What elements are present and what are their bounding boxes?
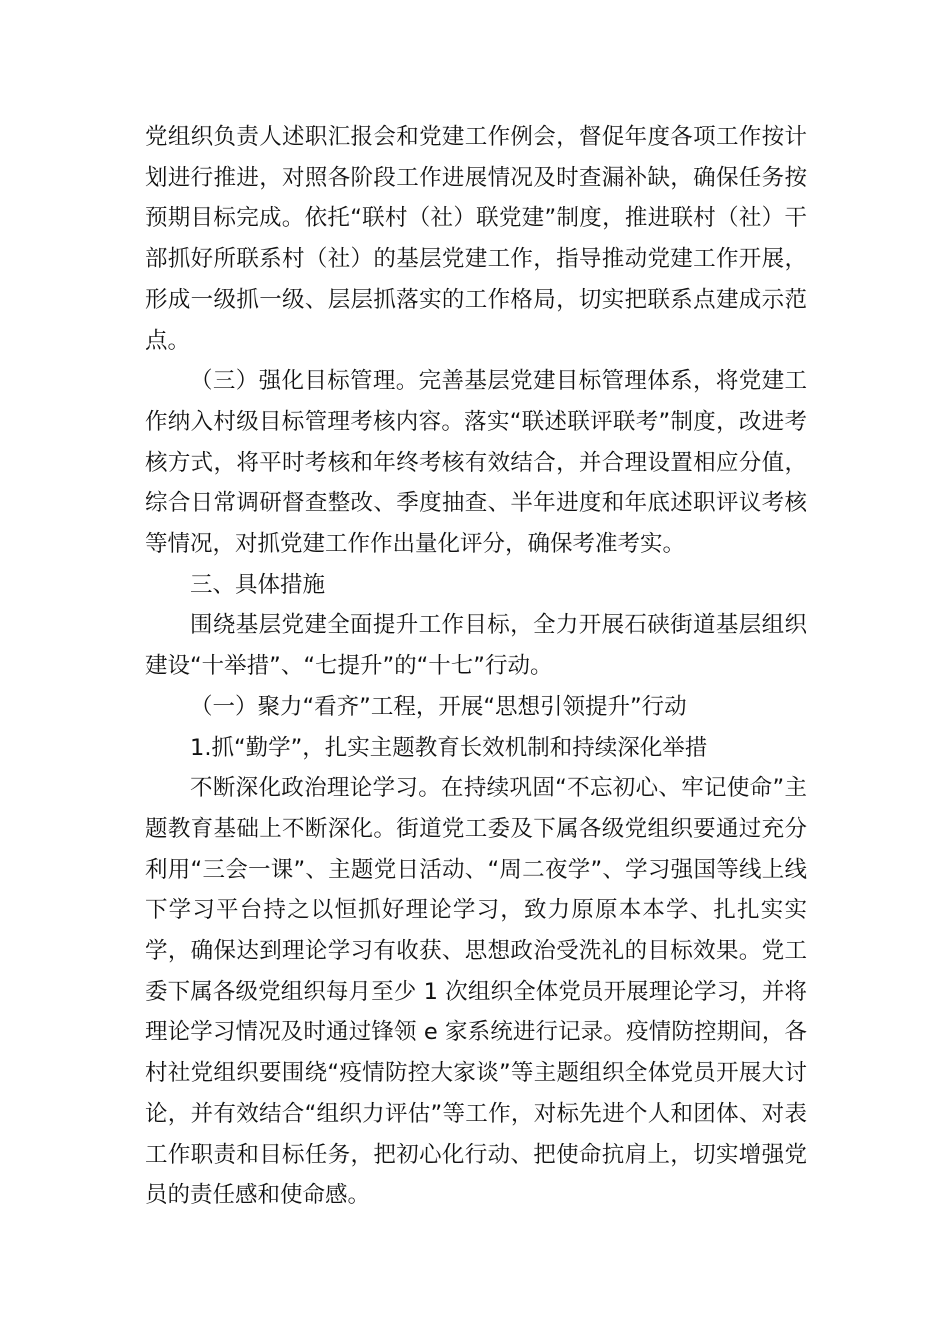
item-heading-qinxue: 1.抓“勤学”，扎实主题教育长效机制和持续深化举措	[190, 734, 708, 761]
document-body	[145, 117, 807, 1216]
paragraph-overall-goal: 围绕基层党建全面提升工作目标，全力开展石硖街道基层组织建设“十举措”、“七提升”的“十七”行动。	[145, 612, 807, 680]
paragraph-continuation: 党组织负责人述职汇报会和党建工作例会，督促年度各项工作按计划进行推进，对照各阶段工作进展情况及时查漏补缺，确保任务按预期目标完成。依托“联村（社）联党建”制度，推进联村（社）干部抓好所联系村（社）的基层党建工作，指导推动党建工作开展，形成一级抓一级、层层抓落实的工作格局，切实把联系点建成示范点。	[145, 124, 807, 354]
paragraph-target-management: （三）强化目标管理。完善基层党建目标管理体系，将党建工作纳入村级目标管理考核内容。落实“联述联评联考”制度，改进考核方式，将平时考核和年终考核有效结合，并合理设置相应分值，综合日常调研督查整改、季度抽查、半年进度和年底述职评议考核等情况，对抓党建工作作出量化评分，确保考准考实。	[145, 368, 807, 558]
paragraph-political-study: 不断深化政治理论学习。在持续巩固“不忘初心、牢记使命”主题教育基础上不断深化。街道党工委及下属各级党组织要通过充分利用“三会一课”、主题党日活动、“周二夜学”、学习强国等线上线下学习平台持之以恒抓好理论学习，致力原原本本学、扎扎实实学，确保达到理论学习有收获、思想政治受洗礼的目标效果。党工委下属各级党组织每月至少 1 次组织全体党员开展理论学习，并将理论学习情况及时通过锋领 e 家系统进行记录。疫情防控期间，各村社党组织要围绕“疫情防控大家谈”等主题组织全体党员开展大讨论，并有效结合“组织力评估”等工作，对标先进个人和团体、对表工作职责和目标任务，把初心化行动、把使命抗肩上，切实增强党员的责任感和使命感。	[145, 775, 807, 1209]
subsection-heading-kanqi: （一）聚力“看齐”工程，开展“思想引领提升”行动	[190, 693, 687, 720]
section-heading-specific-measures: 三、具体措施	[190, 571, 326, 598]
